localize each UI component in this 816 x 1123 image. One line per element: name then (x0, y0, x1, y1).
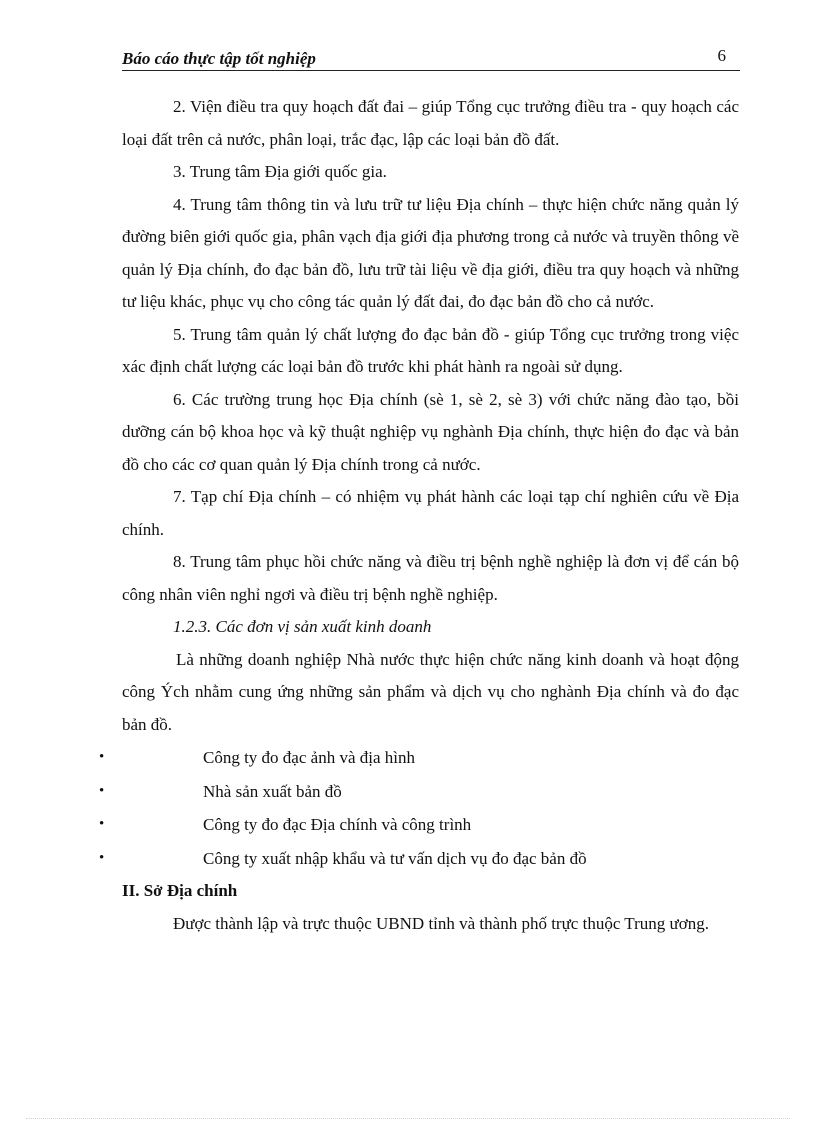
list-item-text: Công ty đo đạc ảnh và địa hình (203, 748, 415, 767)
bullet-icon: • (99, 816, 105, 832)
document-body (99, 91, 739, 940)
page-number: 6 (717, 46, 726, 65)
list-item (99, 741, 739, 775)
page-header (122, 42, 740, 71)
list-item-text: Nhà sản xuất bản đồ (203, 781, 342, 801)
list-item (99, 775, 739, 809)
list-item-text: Công ty đo đạc Địa chính và công trình (203, 815, 472, 834)
bullet-list (99, 741, 739, 875)
section-heading: II. Sở Địa chính (122, 881, 238, 900)
section-paragraph: Được thành lập và trực thuộc UBND tỉnh và thành phố trực thuộc Trung ương. (173, 913, 709, 933)
paragraph-3: 3. Trung tâm Địa giới quốc gia. (173, 162, 387, 181)
paragraph-7: 7. Tạp chí Địa chính – có nhiệm vụ phát hành các loại tạp chí nghiên cứu về Địa chính. (122, 487, 739, 539)
list-item-text: Công ty xuất nhập khẩu và tư vấn dịch vụ đo đạc bản đồ (203, 848, 587, 868)
paragraph-8: 8. Trung tâm phục hồi chức năng và điều trị bệnh nghề nghiệp là đơn vị để cán bộ công nhân viên nghỉ ngơi và điều trị bệnh nghề nghiệp. (122, 552, 739, 604)
subsection-intro: Là những doanh nghiệp Nhà nước thực hiện chức năng kinh doanh và hoạt động công Ých nhằm cung ứng những sản phẩm và dịch vụ cho nghành Địa chính và đo đạc bản đồ. (122, 649, 739, 734)
paragraph-2: 2. Viện điều tra quy hoạch đất đai – giúp Tổng cục trưởng điều tra - quy hoạch các loại đất trên cả nước, phân loại, trắc đạc, lập các loại bản đồ đất. (122, 97, 739, 149)
paragraph-5: 5. Trung tâm quản lý chất lượng đo đạc bản đồ - giúp Tổng cục trưởng trong việc xác định chất lượng các loại bản đồ trước khi phát hành ra ngoài sử dụng. (122, 324, 739, 376)
paragraph-4: 4. Trung tâm thông tin và lưu trữ tư liệu Địa chính – thực hiện chức năng quản lý đường biên giới quốc gia, phân vạch địa giới địa phương trong cả nước và truyền thông về quản lý Địa chính, đo đạc bản đồ, lưu trữ tài liệu về địa giới, điều tra quy hoạch và những tư liệu khác, phục vụ cho công tác quản lý đất đai, đo đạc bản đồ cho cả nước. (122, 194, 739, 311)
paragraph-6: 6. Các trường trung học Địa chính (sè 1, sè 2, sè 3) với chức năng đào tạo, bồi dưỡng cán bộ khoa học và kỹ thuật nghiệp vụ nghành Địa chính, thực hiện đo đạc và bản đồ cho các cơ quan quản lý Địa chính trong cả nước. (122, 389, 739, 474)
list-item (99, 842, 739, 876)
bullet-icon: • (99, 782, 105, 799)
footer-divider (26, 1118, 790, 1119)
header-title: Báo cáo thực tập tốt nghiệp (122, 49, 316, 68)
bullet-icon: • (99, 749, 105, 765)
subsection-title: 1.2.3. Các đơn vị sản xuất kinh doanh (173, 617, 432, 636)
bullet-icon: • (99, 849, 105, 866)
list-item (99, 808, 739, 842)
